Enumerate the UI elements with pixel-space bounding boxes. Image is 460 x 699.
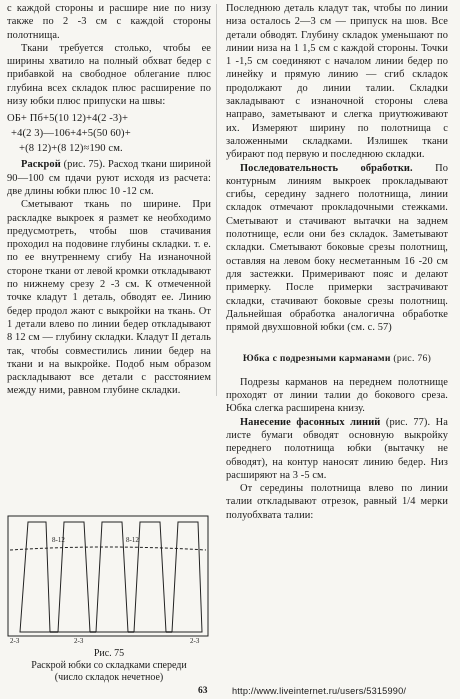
column-divider xyxy=(216,4,217,396)
section-ref: (рис. 76) xyxy=(393,353,432,365)
paragraph: От середины полотнища влево по линии талии откладывают отрезок, равный 1/4 мерки полуобхвата талии: xyxy=(226,483,448,521)
run-in-heading: Раскрой xyxy=(21,159,61,171)
paragraph: с каждой стороны и расшире ние по низу также по 2 -3 см с каждой стороны полотнища. xyxy=(7,3,211,41)
run-in-heading: Нанесение фасонных линий xyxy=(240,416,381,428)
run-in-heading: Последовательность обработки. xyxy=(240,162,413,174)
paragraph-text: (рис. 75). Расход ткани шириной 90—100 см пдачи руют исходя из расчета: две длины юбки плюс 10 -12 см. xyxy=(7,159,211,197)
left-column xyxy=(7,2,211,398)
source-url: http://www.liveinternet.ru/users/5315990/ xyxy=(232,686,407,696)
fig-label-mid: 2-3 xyxy=(74,637,84,645)
paragraph: Ткани требуется столько, чтобы ее ширины хватило на полный обхват бедер с прибавкой на свободное облегание плюс глубина всех складок плюс расширение по низу юбки плюс припуски на швы: xyxy=(7,42,211,108)
fig-label-pleat-1: 8-12 xyxy=(52,536,65,544)
section-heading xyxy=(226,352,448,365)
fig-label-bottom-left: 2-3 xyxy=(10,637,20,645)
formula-line: +4(2 3)—106+4+5(50 60)+ xyxy=(11,128,131,140)
paragraph-text: (рис. 77). На листе бумаги обводят основную выкройку переднего полотнища юбки (вытачку не обводят), на контур наносят линию бедер. Низ расширяют на 3 -5 см. xyxy=(226,416,448,481)
paragraph xyxy=(7,158,211,198)
fabric-outline xyxy=(8,516,208,636)
formula-line: +(8 12)+(8 12)≈190 см. xyxy=(19,143,123,155)
page-number: 63 xyxy=(198,686,208,696)
pattern-piece-v xyxy=(172,522,202,632)
figure-caption xyxy=(4,648,214,684)
fig-label-pleat-2: 8-12 xyxy=(126,536,139,544)
right-column xyxy=(226,2,448,522)
caption-note: (число складок нечетное) xyxy=(54,672,164,683)
caption-number: Рис. 75 xyxy=(93,648,125,659)
paragraph xyxy=(226,162,448,335)
section-title: Юбка с подрезными карманами xyxy=(242,353,391,365)
pattern-piece-iii xyxy=(96,522,128,632)
paragraph: Сметывают ткань по ширине. При раскладке выкроек я размет ке необходимо предусмотреть, чтобы шов стачивания проходил на подовине глубины складки. т. е. по ее внутреннему сгибу На изнаночной стороне ткани от левой кромки откладывают по нижнему срезу 2 -3 см. К отмеченной точке кладут 1 деталь, обводят ее. Линию бедер продол жают с выкройки на ткань. От 1 детали влево по линии бедер откладывают 8 12 см — глубину складки. Кладут II деталь так, чтобы совместились линии бедер на ткани и на выкройке. Подоб ным образом раскладывают все детали с расстоянием между ними, равном глубине складки. xyxy=(7,199,211,397)
formula xyxy=(7,111,211,156)
pattern-piece-i xyxy=(20,522,50,632)
fig-label-far-right: 2-3 xyxy=(190,637,200,645)
paragraph-text: По контурным линиям выкроек прокладывают сгибы, середину заднего полотнища, линии складок отмечают прокладочными стежками. Сметывают и стачивают вытачки на заднем полотнище, если они без складок. Заметывают складки. Сметывают боковые срезы полотнищ, оставляя на левом боку несметанным 16 -20 см для застежки. Примеривают пояс и делают примерку. После примерки застрачивают складки, стачивают боковые срезы полотнищ. Дальнейшая обработка аналогична обработке прямой двухшовной юбки (см. с. 57) xyxy=(226,162,448,334)
formula-line: ОБ+ Пб+5(10 12)+4(2 -3)+ xyxy=(7,113,129,125)
caption-text: Раскрой юбки со складками спереди xyxy=(31,660,187,671)
paragraph: Последнюю деталь кладут так, чтобы по линии низа осталось 2—3 см — припуск на шов. Все детали обводят. Глубину складок уменьшают по линии низа на 1 1,5 см с каждой стороны. Точки 1 -1,5 см соединяют с началом линии бедер по линейку и прямую линию — сгиб складок продолжают до линии талии. Складки закладывают с изнаночной стороны слева направо, заметывают и слегка приутюживают их. Измеряют ширину по полотнища с заложенными складками. Излишек ткани убирают под первую и последнюю складки. xyxy=(226,3,448,161)
paragraph: Подрезы карманов на переднем полотнище проходят от линии талии до бокового среза. Юбка слегка расширена книзу. xyxy=(226,376,448,415)
paragraph xyxy=(226,416,448,482)
skirt-pattern-figure xyxy=(6,514,212,646)
